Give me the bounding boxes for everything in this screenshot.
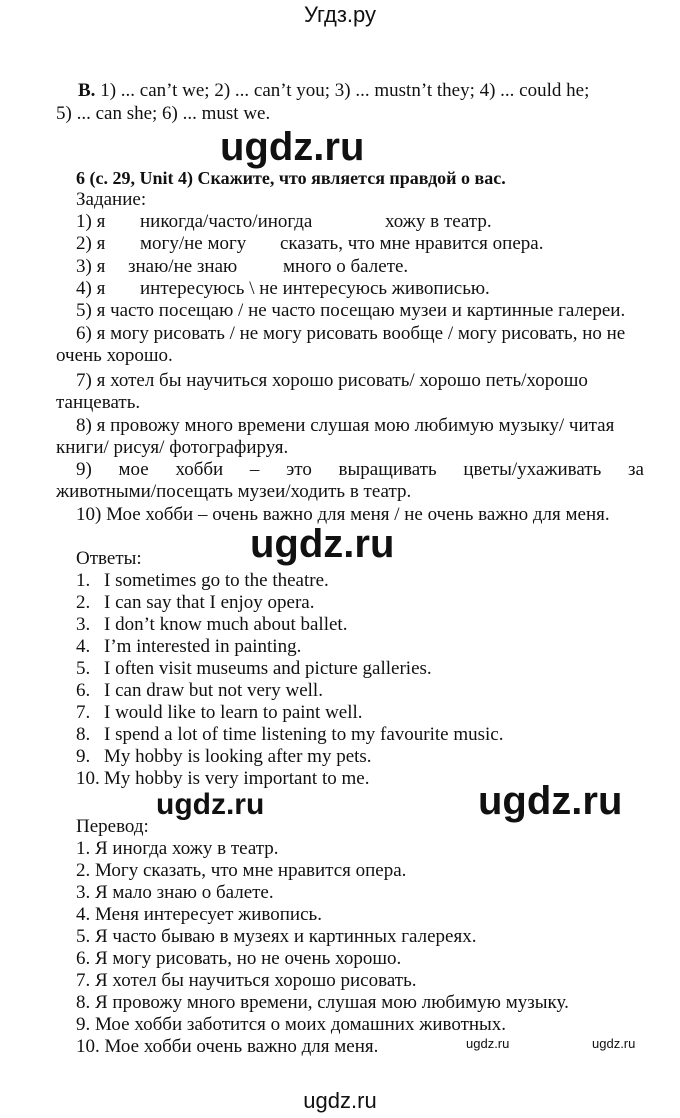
answer-1-n: 1. bbox=[76, 570, 91, 591]
answer-5-n: 5. bbox=[76, 658, 91, 679]
task-item-3-a: знаю/не знаю bbox=[128, 256, 238, 277]
task-item-10: 10) Мое хобби – очень важно для меня / не очень важно для меня. bbox=[76, 504, 610, 525]
answer-4-text: I’m interested in painting. bbox=[104, 636, 302, 657]
translation-6: 6. Я могу рисовать, но не очень хорошо. bbox=[76, 948, 402, 969]
answer-9-n: 9. bbox=[76, 746, 91, 767]
task-item-7-line-2: танцевать. bbox=[56, 392, 141, 413]
task-item-2-n: 2) я bbox=[76, 233, 106, 254]
answer-10-n: 10. bbox=[76, 768, 100, 789]
exercise-title: 6 (с. 29, Unit 4) Скажите, что является правдой о вас. bbox=[76, 168, 506, 188]
translation-label: Перевод: bbox=[76, 816, 149, 837]
task-item-9-line-2: животными/посещать музеи/ходить в театр. bbox=[56, 481, 412, 502]
answer-6-text: I can draw but not very well. bbox=[104, 680, 323, 701]
task-item-6-line-1: 6) я могу рисовать / не могу рисовать вообще / могу рисовать, но не bbox=[76, 323, 626, 344]
answer-9-text: My hobby is looking after my pets. bbox=[104, 746, 372, 767]
task-item-4-a: интересуюсь \ не интересуюсь живописью. bbox=[140, 278, 490, 299]
task-item-5: 5) я часто посещаю / не часто посещаю музеи и картинные галереи. bbox=[76, 300, 626, 321]
task-item-2-b: сказать, что мне нравится опера. bbox=[280, 233, 544, 254]
part-b-line-1: B. 1) ... can’t we; 2) ... can’t you; 3) ... mustn’t they; 4) ... could he; bbox=[78, 80, 590, 101]
task-item-1-b: хожу в театр. bbox=[385, 211, 492, 232]
translation-3: 3. Я мало знаю о балете. bbox=[76, 882, 274, 903]
part-b-label: B. bbox=[78, 80, 96, 101]
task-item-9-line-1: 9) мое хобби – это выращивать цветы/ухаживать за bbox=[76, 459, 644, 480]
task-item-6-line-2: очень хорошо. bbox=[56, 345, 173, 366]
answer-2-text: I can say that I enjoy opera. bbox=[104, 592, 315, 613]
answers-label: Ответы: bbox=[76, 548, 142, 569]
translation-7: 7. Я хотел бы научиться хорошо рисовать. bbox=[76, 970, 417, 991]
answer-1-text: I sometimes go to the theatre. bbox=[104, 570, 329, 591]
watermark: ugdz.ru bbox=[220, 125, 365, 169]
translation-10: 10. Мое хобби очень важно для меня. bbox=[76, 1036, 379, 1057]
site-footer: ugdz.ru bbox=[303, 1088, 377, 1113]
watermark: ugdz.ru bbox=[156, 788, 265, 821]
answer-7-n: 7. bbox=[76, 702, 91, 723]
answer-3-text: I don’t know much about ballet. bbox=[104, 614, 348, 635]
task-item-3-n: 3) я bbox=[76, 256, 106, 277]
translation-1: 1. Я иногда хожу в театр. bbox=[76, 838, 279, 859]
task-item-3-b: много о балете. bbox=[283, 256, 409, 277]
answer-7-text: I would like to learn to paint well. bbox=[104, 702, 363, 723]
translation-5: 5. Я часто бываю в музеях и картинных галереях. bbox=[76, 926, 477, 947]
watermark-small: ugdz.ru bbox=[466, 1036, 510, 1051]
answer-6-n: 6. bbox=[76, 680, 91, 701]
translation-8: 8. Я провожу много времени, слушая мою любимую музыку. bbox=[76, 992, 569, 1013]
task-item-4-n: 4) я bbox=[76, 278, 106, 299]
watermark: ugdz.ru bbox=[250, 522, 395, 566]
answer-2-n: 2. bbox=[76, 592, 91, 613]
task-item-8-line-1: 8) я провожу много времени слушая мою любимую музыку/ читая bbox=[76, 415, 615, 436]
translation-4: 4. Меня интересует живопись. bbox=[76, 904, 322, 925]
answer-4-n: 4. bbox=[76, 636, 91, 657]
part-b-line-2: 5) ... can she; 6) ... must we. bbox=[56, 103, 271, 124]
task-label: Задание: bbox=[76, 189, 147, 210]
answer-8-n: 8. bbox=[76, 724, 91, 745]
task-item-8-line-2: книги/ рисуя/ фотографируя. bbox=[56, 437, 289, 458]
task-item-2-a: могу/не могу bbox=[140, 233, 247, 254]
translation-2: 2. Могу сказать, что мне нравится опера. bbox=[76, 860, 407, 881]
watermark: ugdz.ru bbox=[478, 779, 623, 823]
answer-5-text: I often visit museums and picture galleries. bbox=[104, 658, 432, 679]
answer-3-n: 3. bbox=[76, 614, 91, 635]
task-item-7-line-1: 7) я хотел бы научиться хорошо рисовать/ хорошо петь/хорошо bbox=[76, 370, 588, 391]
task-item-1-a: никогда/часто/иногда bbox=[140, 211, 313, 232]
translation-9: 9. Мое хобби заботится о моих домашних животных. bbox=[76, 1014, 507, 1035]
answer-8-text: I spend a lot of time listening to my favourite music. bbox=[104, 724, 504, 745]
site-header: Угдз.ру bbox=[303, 2, 377, 27]
answer-10-text: My hobby is very important to me. bbox=[104, 768, 370, 789]
watermark-small: ugdz.ru bbox=[592, 1036, 636, 1051]
task-item-1-n: 1) я bbox=[76, 211, 106, 232]
